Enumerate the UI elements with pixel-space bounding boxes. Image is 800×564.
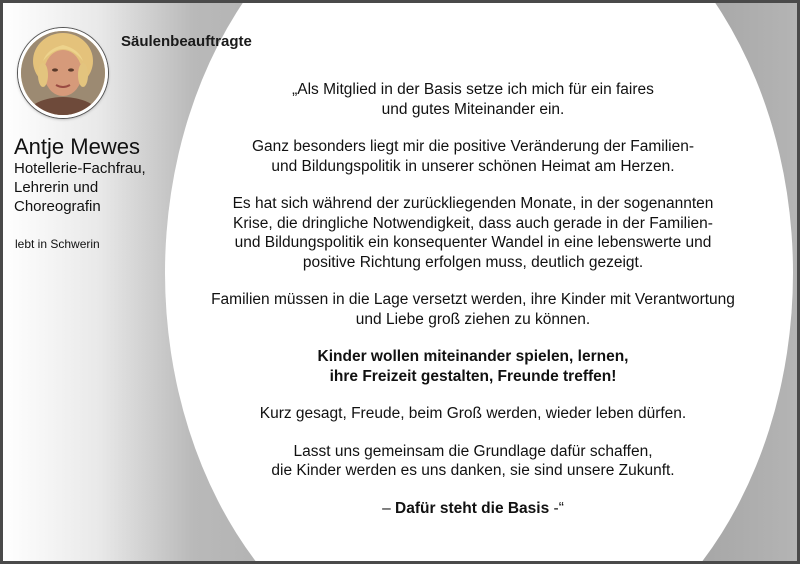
statement-paragraph xyxy=(173,194,773,272)
person-name: Antje Mewes xyxy=(14,134,140,159)
statement-text xyxy=(173,80,773,518)
signoff-prefix: – xyxy=(382,499,396,517)
statement-highlight xyxy=(173,347,773,386)
statement-paragraph xyxy=(173,404,773,424)
text-line: und Bildungspolitik in unserer schönen Heimat am Herzen. xyxy=(271,157,675,175)
statement-paragraph xyxy=(173,80,773,119)
signoff-suffix: -“ xyxy=(549,499,564,517)
role-line: Hotellerie-Fachfrau, xyxy=(14,160,146,177)
text-line: Ganz besonders liegt mir die positive Veränderung der Familien- xyxy=(252,138,694,155)
statement-paragraph xyxy=(173,137,773,176)
person-roles xyxy=(14,159,146,216)
role-heading: Säulenbeauftragte xyxy=(121,33,252,50)
text-line: Krise, die dringliche Notwendigkeit, dass auch gerade in der Familien- xyxy=(233,214,713,232)
text-line: Familien müssen in die Lage versetzt werden, ihre Kinder mit Verantwortung xyxy=(211,291,735,308)
avatar xyxy=(18,28,108,118)
text-line: und Liebe groß ziehen zu können. xyxy=(355,310,591,328)
text-line: ihre Freizeit gestalten, Freunde treffen! xyxy=(329,367,617,385)
signoff-text: Dafür steht die Basis xyxy=(395,499,550,517)
text-line: Kurz gesagt, Freude, beim Groß werden, wieder leben dürfen. xyxy=(259,405,687,422)
statement-paragraph xyxy=(173,442,773,481)
text-line: und gutes Miteinander ein. xyxy=(381,100,565,118)
text-line: Es hat sich während der zurückliegenden Monate, in der sogenannten xyxy=(232,195,714,212)
role-line: Choreografin xyxy=(14,198,101,215)
text-line: und Bildungspolitik ein konsequenter Wandel in eine lebenswerte und xyxy=(234,234,712,251)
text-line: „Als Mitglied in der Basis setze ich mich für ein faires xyxy=(292,81,654,98)
portrait-photo xyxy=(21,31,105,115)
statement-signoff xyxy=(173,499,773,519)
role-line: Lehrerin und xyxy=(14,179,99,196)
statement-paragraph xyxy=(173,290,773,329)
text-line: Lasst uns gemeinsam die Grundlage dafür schaffen, xyxy=(293,442,653,460)
person-location: lebt in Schwerin xyxy=(15,237,100,251)
text-line: Kinder wollen miteinander spielen, lernen, xyxy=(317,348,629,365)
text-line: positive Richtung erfolgen muss, deutlich gezeigt. xyxy=(302,253,644,271)
text-line: die Kinder werden es uns danken, sie sind unsere Zukunft. xyxy=(271,462,675,479)
